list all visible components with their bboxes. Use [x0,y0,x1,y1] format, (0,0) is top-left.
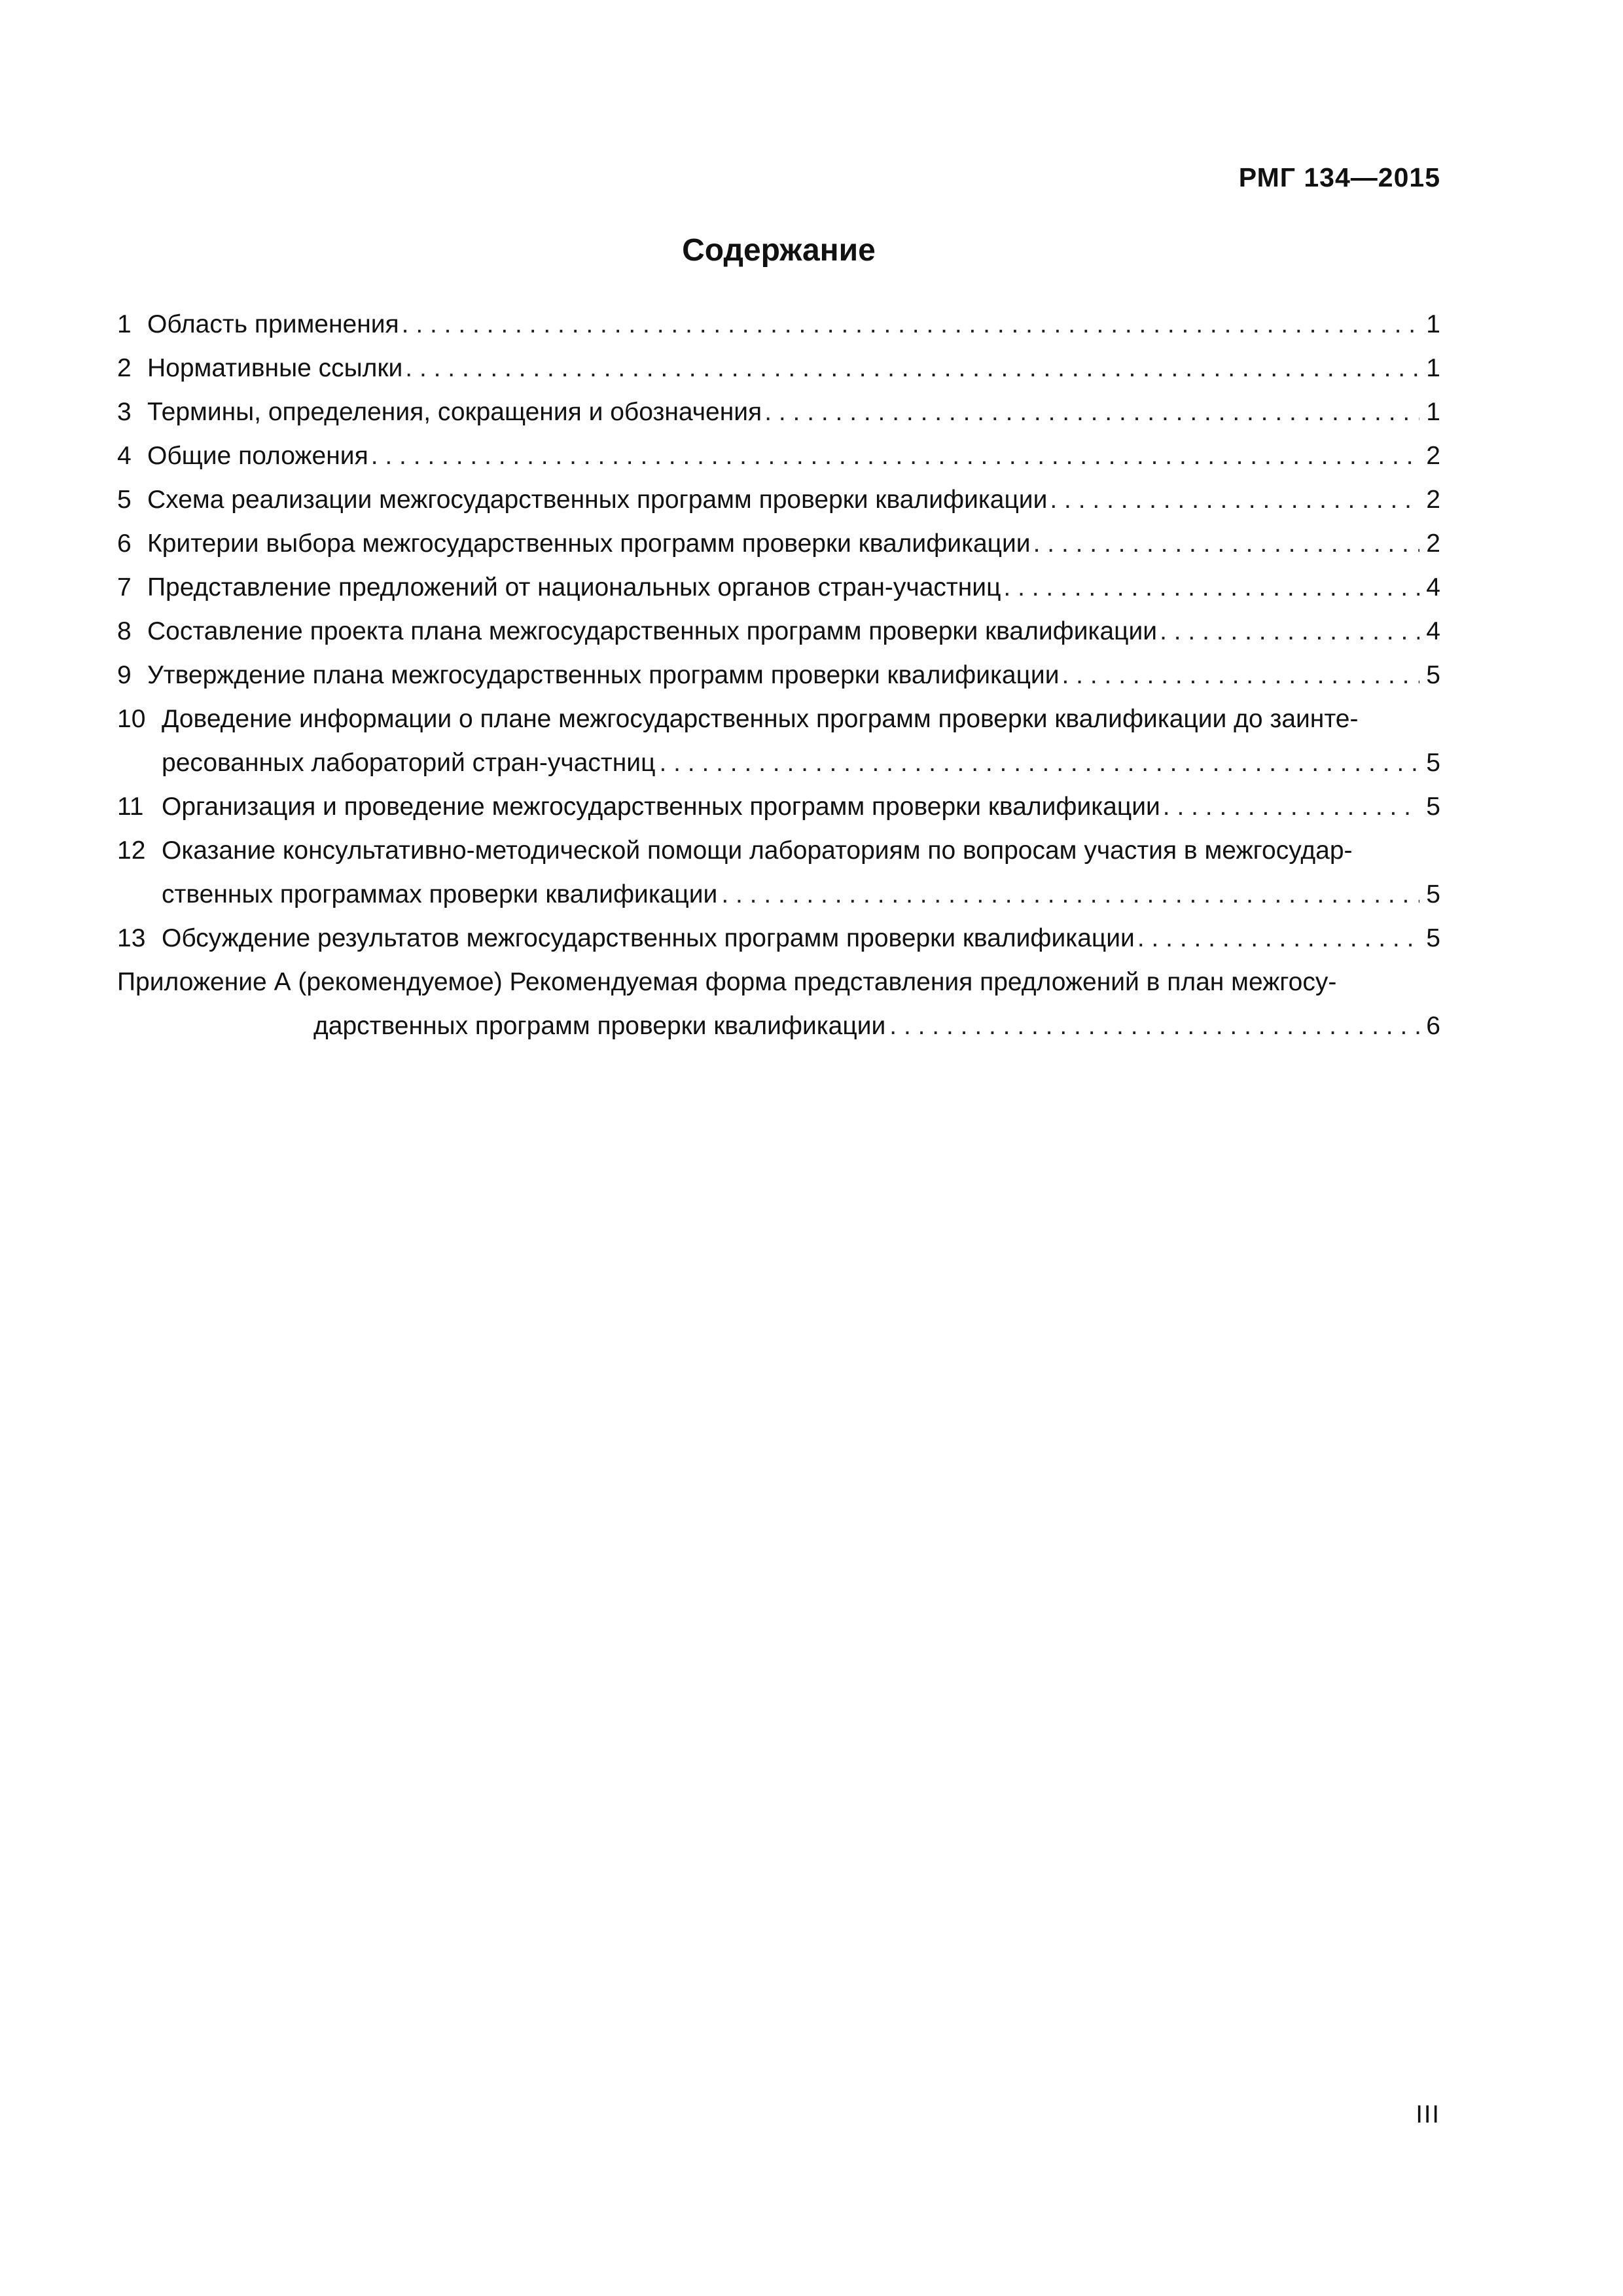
toc-entry-title: Приложение А (рекомендуемое) Рекомендуемая форма представления предложений в план межгосу- [117,968,1337,996]
toc-entry-page: 1 [1426,354,1440,382]
toc-entry-3[interactable] [117,390,1440,434]
dot-leader [889,1004,1419,1048]
toc-entry-page: 4 [1426,573,1440,601]
dot-leader [1163,785,1420,829]
toc-entry-4[interactable] [117,434,1440,478]
toc-entry-title: Доведение информации о плане межгосударственных программ проверки квалификации до заинте- [162,705,1359,733]
dot-leader [371,434,1420,478]
page-number: III [1416,2101,1440,2128]
toc-entry-appendix-a[interactable] [117,960,1440,1048]
toc-entry-number: 11 [117,793,144,821]
dot-leader [405,346,1419,390]
dot-leader [1003,565,1419,609]
dot-leader [1033,522,1420,565]
dot-leader [764,390,1419,434]
toc-entry-page: 5 [1426,793,1440,821]
toc-entry-page: 2 [1426,486,1440,514]
toc-entry-title: Организация и проведение межгосударственных программ проверки квалификации [162,793,1160,821]
dot-leader [721,872,1419,916]
toc-entry-title: Общие положения [147,442,368,470]
toc-entry-page: 5 [1426,661,1440,689]
toc-entry-number: 5 [117,486,132,514]
toc-entry-title: Оказание консультативно-методической помощи лабораториям по вопросам участия в межгосудар- [162,836,1353,865]
toc-entry-number: 2 [117,354,132,382]
toc-entry-6[interactable] [117,522,1440,565]
dot-leader [1050,478,1419,522]
toc-entry-title-continuation: ресованных лабораторий стран-участниц [162,749,656,777]
toc-entry-title: Критерии выбора межгосударственных программ проверки квалификации [147,529,1031,558]
toc-entry-title: Составление проекта плана межгосударственных программ проверки квалификации [147,617,1158,645]
toc-entry-number: 9 [117,661,132,689]
toc-entry-title: Нормативные ссылки [147,354,403,382]
toc-entry-5[interactable] [117,478,1440,522]
toc-entry-number: 6 [117,529,132,558]
toc-entry-8[interactable] [117,609,1440,653]
dot-leader [1137,916,1419,960]
toc-entry-page: 1 [1426,310,1440,338]
toc-entry-title: Утверждение плана межгосударственных программ проверки квалификации [147,661,1060,689]
dot-leader [1062,653,1420,697]
toc-entry-number: 7 [117,573,132,601]
toc-entry-9[interactable] [117,653,1440,697]
toc-entry-number: 3 [117,398,132,426]
toc-entry-page: 5 [1426,880,1440,908]
toc-entry-number: 12 [117,836,146,865]
dot-leader [659,741,1419,785]
toc-entry-number: 13 [117,924,146,952]
toc-entry-title: Область применения [147,310,399,338]
toc-entry-12[interactable] [117,829,1440,916]
toc-entry-10[interactable] [117,697,1440,785]
toc-entry-page: 6 [1426,1012,1440,1040]
toc-entry-title-continuation: дарственных программ проверки квалификации [313,1012,886,1040]
toc-entry-2[interactable] [117,346,1440,390]
toc-entry-11[interactable] [117,785,1440,829]
toc-entry-page: 1 [1426,398,1440,426]
toc-entry-number: 8 [117,617,132,645]
toc-entry-title: Термины, определения, сокращения и обозначения [147,398,762,426]
toc-entry-1[interactable] [117,302,1440,346]
toc-title: Содержание [682,233,876,268]
toc-entry-7[interactable] [117,565,1440,609]
toc-entry-title: Представление предложений от национальных органов стран-участниц [147,573,1001,601]
toc-entry-title: Схема реализации межгосударственных программ проверки квалификации [147,486,1048,514]
toc-entry-title-continuation: ственных программах проверки квалификации [162,880,718,908]
toc-entry-number: 1 [117,310,132,338]
toc-entry-number: 10 [117,705,146,733]
toc-entry-page: 2 [1426,529,1440,558]
toc-entry-13[interactable] [117,916,1440,960]
toc-entry-page: 5 [1426,924,1440,952]
toc-entry-page: 4 [1426,617,1440,645]
dot-leader [402,302,1420,346]
table-of-contents [117,302,1440,1048]
document-code: РМГ 134—2015 [1238,162,1440,192]
toc-entry-page: 2 [1426,442,1440,470]
toc-entry-title: Обсуждение результатов межгосударственных программ проверки квалификации [162,924,1135,952]
toc-entry-number: 4 [117,442,132,470]
dot-leader [1160,609,1419,653]
toc-entry-page: 5 [1426,749,1440,777]
